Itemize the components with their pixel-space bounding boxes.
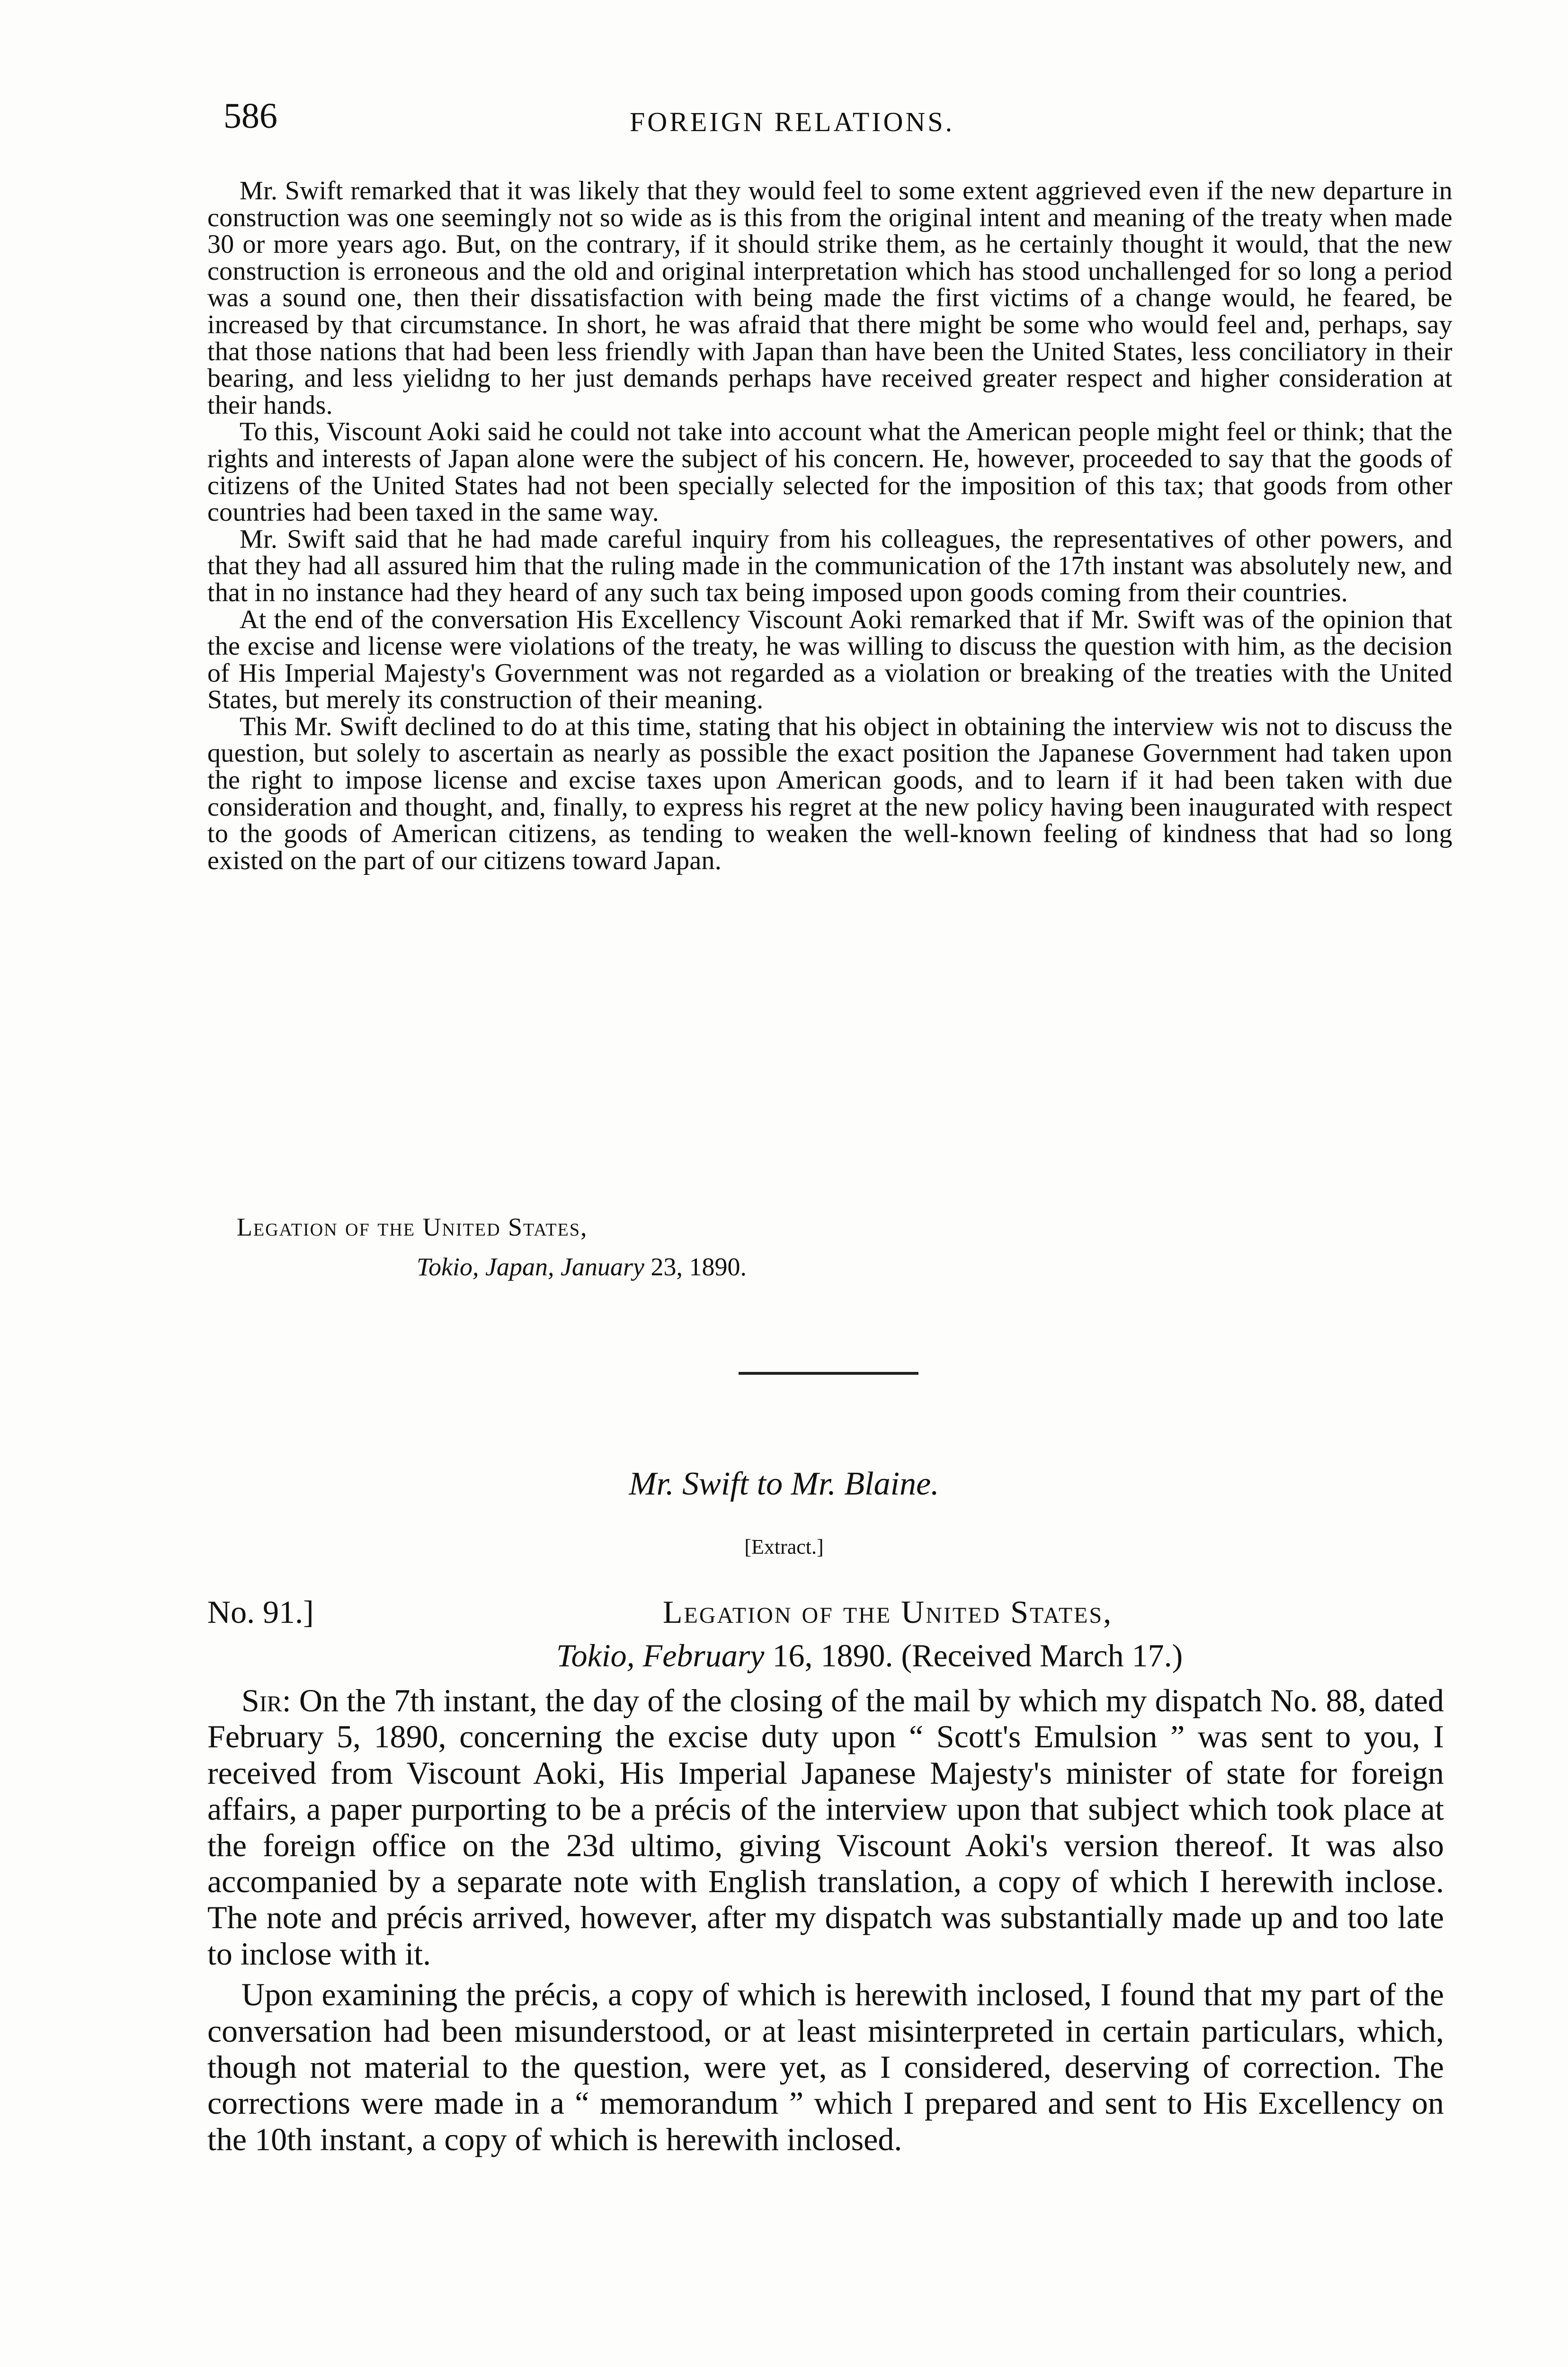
dispatch-body: [207, 1682, 1444, 2157]
dispatch-dateline: [556, 1634, 1183, 1677]
paragraph-aoki-discuss: At the end of the conversation His Excellency Viscount Aoki remarked that if Mr. Swift was of the opinion that the excise and license were violations of the treaty, he was willing to discuss the question with him, as the decision of His Imperial Majesty's Government was not regarded as a violation or breaking of the treaties with the United States, but merely its construction of their meaning.: [207, 605, 1452, 715]
closing-dateline: [417, 1250, 1553, 1284]
continued-precis-text: [207, 178, 1452, 874]
paragraph-aoki-reply: To this, Viscount Aoki said he could not take into account what the American people might feel or think; that the rights and interests of Japan alone were the subject of his concern. He, however, proceeded to say that the goods of citizens of the United States had not been specially selected for the imposition of this tax; that goods from other countries had been taxed in the same way.: [207, 417, 1452, 527]
closing-place: Tokio, Japan, January: [417, 1253, 644, 1281]
dispatch-paragraph-1: [207, 1682, 1444, 1972]
dispatch-year: 1890.: [820, 1637, 893, 1673]
dispatch-day: 16,: [772, 1637, 813, 1673]
page-number: 586: [223, 96, 277, 136]
dispatch-number: No. 91.]: [207, 1594, 314, 1630]
paragraph-swift-inquiry: Mr. Swift said that he had made careful inquiry from his colleagues, the representatives of other powers, and that they had all assured him that the ruling made in the communication of the 17th instant was absolutely new, and that in no instance had they heard of any such tax being imposed upon goods coming from their countries.: [207, 524, 1452, 607]
paragraph-swift-aggrieved: Mr. Swift remarked that it was likely that they would feel to some extent aggrieved even if the new departure in construction was one seemingly not so wide as is this from the original intent and meaning of the treaty when made 30 or more years ago. But, on the contrary, if it should strike them, as he certainly thought it would, that the new construction is erroneous and the old and original interpretation which has stood unchallenged for so long a period was a sound one, then their dissatisfaction with being made the first victims of a change would, he feared, be increased by that circumstance. In short, he was afraid that there might be some who would feel and, perhaps, say that those nations that had been less friendly with Japan than have been the United States, less conciliatory in their bearing, and less yielidng to her just demands perhaps have received greater respect and higher consideration at their hands.: [207, 176, 1452, 420]
dispatch-paragraph-2: Upon examining the précis, a copy of which is herewith inclosed, I found that my part of the conversation had been misunderstood, or at least misinterpreted in certain particulars, which, though not material to the question, were yet, as I considered, deserving of correction. The corrections were made in a “ memorandum ” which I prepared and sent to His Excellency on the 10th instant, a copy of which is herewith inclosed.: [207, 1976, 1444, 2157]
dispatch-place: Tokio, February: [556, 1637, 765, 1673]
dispatch-legation: Legation of the United States,: [663, 1594, 1113, 1630]
running-head: FOREIGN RELATIONS.: [630, 107, 955, 137]
section-divider: [739, 1372, 918, 1375]
paragraph-swift-declined: This Mr. Swift declined to do at this time, stating that his object in obtaining the interview wis not to discuss the question, but solely to ascertain as nearly as possible the exact position the Japanese Government had taken upon the right to impose license and excise taxes upon American goods, and to learn if it had been taken with due consideration and thought, and, finally, to express his regret at the new policy having been inaugurated with respect to the goods of American citizens, as tending to weaken the well-known feeling of kindness that had so long existed on the part of our citizens toward Japan.: [207, 712, 1452, 875]
closing-legation: Legation of the United States,: [237, 1213, 588, 1241]
page-header: [0, 95, 1568, 147]
document-title: Mr. Swift to Mr. Blaine.: [629, 1466, 939, 1502]
salutation: Sir: [241, 1682, 282, 1718]
extract-label: [Extract.]: [744, 1535, 824, 1558]
closing-day: 23,: [650, 1253, 683, 1281]
closing-year: 1890.: [689, 1253, 747, 1281]
dispatch-paragraph-1-text: : On the 7th instant, the day of the closing of the mail by which my dispatch No. 88, dated February 5, 1890, concerning the excise duty upon “ Scott's Emulsion ” was sent to you, I received from Viscount Aoki, His Imperial Japanese Majesty's minister of state for foreign affairs, a paper purporting to be a précis of the interview upon that subject which took place at the foreign office on the 23d ultimo, giving Viscount Aoki's version thereof. It was also accompanied by a separate note with English translation, a copy of which I herewith inclose. The note and précis arrived, however, after my dispatch was substantially made up and too late to inclose with it.: [207, 1682, 1444, 1972]
dispatch-received: (Received March 17.): [901, 1637, 1183, 1673]
